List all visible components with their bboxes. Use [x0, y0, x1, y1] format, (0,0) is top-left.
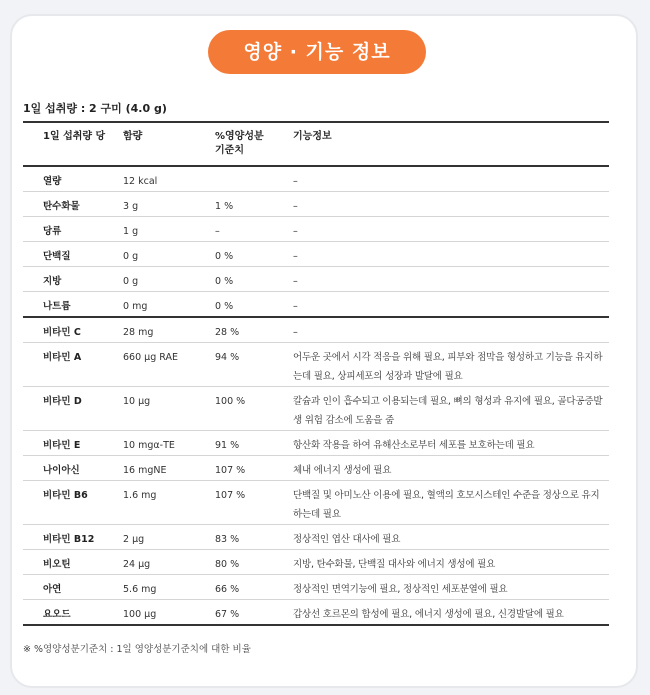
- row-amount: 28 mg: [123, 317, 215, 343]
- row-amount: 0 g: [123, 242, 215, 267]
- row-percent: 1 %: [215, 192, 293, 217]
- row-percent: 83 %: [215, 525, 293, 550]
- table-row: [23, 343, 609, 387]
- row-percent: 0 %: [215, 242, 293, 267]
- table-row: [23, 600, 609, 626]
- row-name: 나이아신: [23, 456, 123, 481]
- row-name: 아연: [23, 575, 123, 600]
- table-row: [23, 525, 609, 550]
- row-percent: 80 %: [215, 550, 293, 575]
- row-percent: [215, 166, 293, 192]
- row-amount: 10 mgα-TE: [123, 431, 215, 456]
- row-amount: 1.6 mg: [123, 481, 215, 525]
- header-name: 1일 섭취량 당: [23, 122, 123, 166]
- table-row: [23, 166, 609, 192]
- serving-size: 1일 섭취량 : 2 구미 (4.0 g): [23, 102, 167, 115]
- page-title-badge: 영양 · 기능 정보: [208, 30, 426, 74]
- row-amount: 24 µg: [123, 550, 215, 575]
- row-percent: 0 %: [215, 292, 293, 318]
- row-percent: 28 %: [215, 317, 293, 343]
- table-row: [23, 456, 609, 481]
- nutrition-table: [23, 121, 609, 626]
- row-percent: 66 %: [215, 575, 293, 600]
- row-amount: 10 µg: [123, 387, 215, 431]
- row-percent: 0 %: [215, 267, 293, 292]
- table-row: [23, 431, 609, 456]
- row-amount: 12 kcal: [123, 166, 215, 192]
- row-percent: 91 %: [215, 431, 293, 456]
- header-function: 기능정보: [293, 122, 609, 166]
- row-name: 비타민 A: [23, 343, 123, 387]
- row-amount: 16 mgNE: [123, 456, 215, 481]
- row-amount: 0 g: [123, 267, 215, 292]
- table-row: [23, 387, 609, 431]
- row-name: 비오틴: [23, 550, 123, 575]
- header-percent: %영양성분 기준치: [215, 122, 293, 166]
- row-name: 비타민 D: [23, 387, 123, 431]
- row-amount: 660 µg RAE: [123, 343, 215, 387]
- table-row: [23, 267, 609, 292]
- table-row: [23, 317, 609, 343]
- row-function: 어두운 곳에서 시각 적응을 위해 필요, 피부와 점막을 형성하고 기능을 유지하는데 필요, 상피세포의 성장과 발달에 필요: [293, 343, 609, 387]
- header-amount: 함량: [123, 122, 215, 166]
- table-header-row: [23, 122, 609, 166]
- row-percent: 67 %: [215, 600, 293, 626]
- row-name: 비타민 B6: [23, 481, 123, 525]
- row-function: –: [293, 267, 609, 292]
- row-amount: 3 g: [123, 192, 215, 217]
- row-name: 나트륨: [23, 292, 123, 318]
- row-name: 지방: [23, 267, 123, 292]
- row-amount: 1 g: [123, 217, 215, 242]
- row-name: 열량: [23, 166, 123, 192]
- row-name: 당류: [23, 217, 123, 242]
- row-name: 단백질: [23, 242, 123, 267]
- row-percent: 94 %: [215, 343, 293, 387]
- table-row: [23, 292, 609, 318]
- table-row: [23, 481, 609, 525]
- row-amount: 100 µg: [123, 600, 215, 626]
- row-name: 비타민 E: [23, 431, 123, 456]
- row-function: 체내 에너지 생성에 필요: [293, 456, 609, 481]
- row-function: –: [293, 317, 609, 343]
- row-function: 항산화 작용을 하여 유해산소로부터 세포를 보호하는데 필요: [293, 431, 609, 456]
- row-name: 탄수화물: [23, 192, 123, 217]
- row-percent: 107 %: [215, 481, 293, 525]
- table-row: [23, 550, 609, 575]
- footnote: ※ %영양성분기준치 : 1일 영양성분기준치에 대한 비율: [23, 644, 251, 655]
- row-function: 단백질 및 아미노산 이용에 필요, 혈액의 호모시스테인 수준을 정상으로 유지하는데 필요: [293, 481, 609, 525]
- table-row: [23, 217, 609, 242]
- row-name: 비타민 C: [23, 317, 123, 343]
- row-amount: 2 µg: [123, 525, 215, 550]
- row-function: 정상적인 면역기능에 필요, 정상적인 세포분열에 필요: [293, 575, 609, 600]
- row-function: –: [293, 166, 609, 192]
- row-percent: 100 %: [215, 387, 293, 431]
- row-percent: –: [215, 217, 293, 242]
- row-amount: 0 mg: [123, 292, 215, 318]
- row-function: –: [293, 192, 609, 217]
- row-function: –: [293, 217, 609, 242]
- row-function: –: [293, 292, 609, 318]
- row-function: –: [293, 242, 609, 267]
- row-name: 비타민 B12: [23, 525, 123, 550]
- row-amount: 5.6 mg: [123, 575, 215, 600]
- row-function: 정상적인 엽산 대사에 필요: [293, 525, 609, 550]
- row-name: 요오드: [23, 600, 123, 626]
- table-row: [23, 192, 609, 217]
- row-function: 칼슘과 인이 흡수되고 이용되는데 필요, 뼈의 형성과 유지에 필요, 골다공증발생 위험 감소에 도움을 줌: [293, 387, 609, 431]
- row-function: 지방, 탄수화물, 단백질 대사와 에너지 생성에 필요: [293, 550, 609, 575]
- table-row: [23, 242, 609, 267]
- row-function: 갑상선 호르몬의 합성에 필요, 에너지 생성에 필요, 신경발달에 필요: [293, 600, 609, 626]
- row-percent: 107 %: [215, 456, 293, 481]
- table-row: [23, 575, 609, 600]
